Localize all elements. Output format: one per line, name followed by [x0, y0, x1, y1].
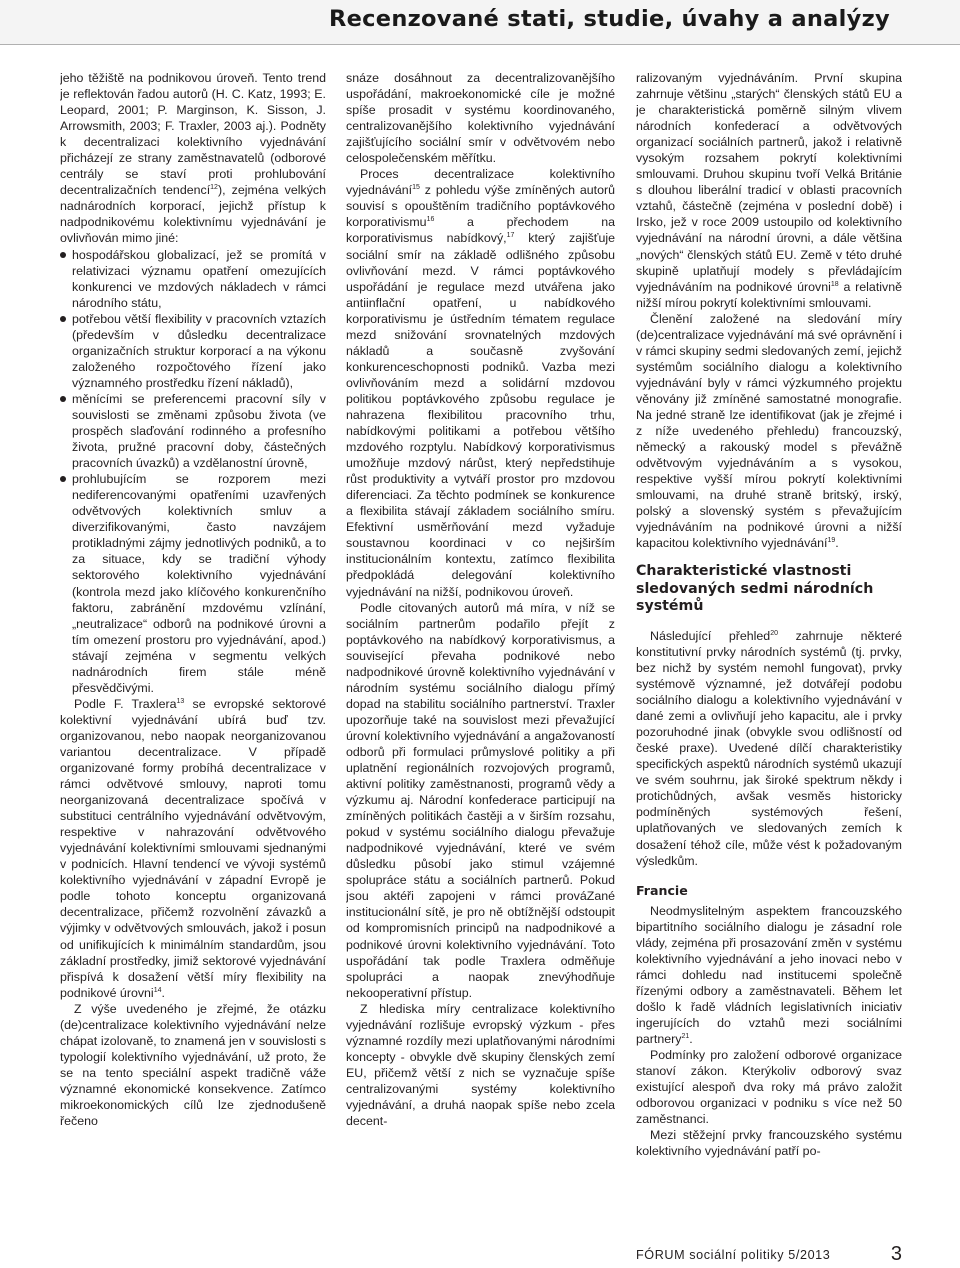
- list-item: měnícími se preferencemi pracovní síly v souvislosti se změnami způsobu života (ve prospěch slaďování rodinného a profesního života, pružné pracovní doby, částečných pracovních úvazků) a vzdělanostní úrovně,: [60, 391, 326, 471]
- paragraph: Podmínky pro založení odborové organizace stanoví zákon. Kterýkoliv odborový svaz existující alespoň dva roky má právo založit odborovou organizaci v podniku s více než 50 zaměstnanci.: [636, 1048, 902, 1127]
- column-1: [60, 70, 326, 1129]
- column-2: [346, 70, 615, 1129]
- footnote-ref: 15: [412, 184, 420, 192]
- paragraph: Proces decentralizace kolektivního vyjednávání$^{15}$ z pohledu výše zmíněných autorů souvisí s opouštěním tradičního poptávkového korporativismu$^{16}$ a přechodem na korporativismus nabídkový,$^{17}$ který zajišťuje sociální smír na základě odlišného způsobu ovlivňování mezd. V rámci poptávkového uspořádání je regulace mezd utvářena jako antiinflační opatření, u nabídkového korporativismu je ústředním tématem regulace mezd snižování srovnatelných mzdových nákladů a současně zvyšování konkurenceschopnosti podniků. Vazba mezi ovlivňováním mezd a solidární mzdovou politikou poptávkového způsobu regulace je nahrazena flexibilitou pracovního trhu, nabídkovými politikami a potřebou většího mzdového rozptylu. Nabídkový korporativismus umožňuje mzdový nárůst, který nepředstihuje růst produktivity a vytváří prostor pro mzdovou diferenciaci. Za těchto podmínek se konkurence a flexibilita stávají základem sociálního smíru. Efektivní usměrňování mezd vyžaduje soustavnou koordinaci v co nejširším institucionálním kontextu, zatímco flexibilita předpokládá delegování kolektivního vyjednávání na nižší, podnikovou úroveň.: [346, 167, 615, 599]
- paragraph: Neodmyslitelným aspektem francouzského bipartitního sociálního dialogu je zásadní role vlády, zejména při prosazování změn v systému kolektivního vyjednávání a jeho inovaci nebo v rámci dohledu nad institucemi společně řízenými odbory a zaměstnavateli. Během let došlo k řadě vládních legislativních iniciativ ingerujících do vztahů mezi sociálními partnery$^{21}$.: [636, 903, 902, 1046]
- paragraph: Z výše uvedeného je zřejmé, že otázku (de)centralizace kolektivního vyjednávání nelze chápat izolovaně, to znamená jen v souvislosti s typologií kolektivního vyjednávání, už proto, že se na tento speciální aspekt tradičně váže významné ekonomické konsekvence. Zatímco mikroekonomických cílů lze zjednodušeně řečeno: [60, 1001, 326, 1129]
- page-number: 3: [890, 1243, 902, 1265]
- footnote-ref: 18: [830, 280, 839, 288]
- paragraph: Následující přehled$^{20}$ zahrnuje některé konstitutivní prvky národních systémů (tj. prvky, bez nichž by systém nemohl fungovat), prvky systémově významné, jež dotvářejí podobu sociálního dialogu a kolektivního vyjednávání v dané zemi a ovlivňují jeho kapacitu, ale i prvky pozoruhodné jinak (obvykle svou odlišností od české praxe). Uvedené dílčí charakteristiky specifických aspektů národních systémů ukazují ve svém souhrnu, jak široké spektrum někdy i protichůdných, avšak vesměs historicky podmíněných systémových řešení, uplatňovaných ve sledovaných zemích k dosažení téhož cíle, může vést k požadovaným výsledkům.: [636, 628, 902, 868]
- bullet-icon: [60, 252, 66, 258]
- page-header: [0, 0, 960, 45]
- column-3: [636, 70, 902, 1159]
- list-item: potřebou větší flexibility v pracovních vztazích (především v důsledku decentralizace organizačních struktur korporací a na výkonu založeného rozpočtového řízení jako významného prostředku řízení nákladů),: [60, 311, 326, 391]
- footnote-ref: 14: [153, 986, 162, 994]
- list-item: hospodářskou globalizací, jež se promítá v relativizaci významu opatření omezujících konkurenci ve mzdových nákladech v rámci národního státu,: [60, 247, 326, 311]
- list-item: prohlubujícím se rozporem mezi nediferencovanými opatřeními uzavřených odvětvových kolektivních smluv a diverzifikovanými, často navzájem protikladnými zájmy jednotlivých podniků, a to za situace, kdy se tradiční výhody sektorového kolektivního vyjednávání (kontrola mezd jako klíčového konkurenčního faktoru, zabránění mzdovému vzlínání, „neutralizace“ odborů na podnikové úrovni a tím omezení prostoru pro vyjednávání, apod.) stávají zejména v segmentu velkých nadnárodních firem stále méně přesvědčivými.: [60, 471, 326, 696]
- footnote-ref: 12: [210, 184, 218, 192]
- bullet-list: [60, 247, 326, 696]
- subsection-heading: Francie: [636, 882, 688, 898]
- footnote-ref: 17: [506, 232, 515, 240]
- paragraph: snáze dosáhnout za decentralizovanějšího uspořádání, makroekonomické cíle je možné spíše prosadit v systému koordinovaného, centralizovanějšího kolektivního vyjednávání zajišťujícího sociální smír v odvětvovém nebo celospolečenském měřítku.: [346, 71, 615, 166]
- paragraph: Z hlediska míry centralizace kolektivního vyjednávání rozlišuje evropský výzkum - přes významné rozdíly mezi uplatňovanými národními koncepty - obvykle dvě skupiny členských zemí EU, přičemž větší z nich se vyznačuje spíše centralizovanými systémy kolektivního vyjednávání, a druhá naopak spíše nebo zcela decent-: [346, 1001, 615, 1129]
- footnote-ref: 21: [681, 1032, 690, 1040]
- bullet-icon: [60, 476, 66, 482]
- bullet-icon: [60, 396, 66, 402]
- footnote-ref: 20: [770, 629, 778, 637]
- footnote-ref: 16: [426, 216, 435, 224]
- paragraph: jeho těžiště na podnikovou úroveň. Tento trend je reflektován řadou autorů (H. C. Katz, 1993; E. Leopard, 2001; P. Marginson, K. Sisson, J. Arrowsmith, 2003; F. Traxler, 2003 aj.). Podněty k decentralizaci kolektivního vyjednávání přicházejí ze strany zaměstnavatelů (odborové centrály se staví proti prohlubování decentralizačních tendencí$^{12}$), zejména velkých nadnárodních korporací, jejichž přístup k nadpodnikovému kolektivnímu vyjednávání je ovlivňován mimo jiné:: [60, 71, 326, 246]
- footnote-ref: 13: [176, 697, 185, 705]
- paragraph: Mezi stěžejní prvky francouzského systému kolektivního vyjednávání patří po-: [636, 1128, 902, 1159]
- paragraph: Členění založené na sledování míry (de)centralizace vyjednávání má své oprávnění i v rámci skupiny sedmi sledovaných zemí, jejichž systémům sociálního dialogu a kolektivního vyjednávání byly v rámci výzkumného projektu věnovány již zmíněné samostatné monografie. Na jedné straně lze identifikovat (jak je zřejmé i z níže uvedeného přehledu) francouzský, německý a rakouský model s převážně odvětvovým vyjednáváním a s vysokou, respektive vyšší mírou pokrytí kolektivními smlouvami, na druhé straně britský, irský, polský a slovenský systém s převažujícím vyjednáváním na podnikové úrovni a nižší kapacitou kolektivního vyjednávání$^{19}$.: [636, 311, 902, 551]
- paragraph: ralizovaným vyjednáváním. První skupina zahrnuje většinu „starých“ členských států EU a je charakteristická poměrně silným vlivem národních konfederací a odvětvových organizací sociálních partnerů, jakož i relativně vysokým rozsahem pokrytí kolektivními smlouvami. Druhou skupinu tvoří Velká Británie s dlouhou liberální tradicí v oblasti pracovních vztahů, částečně (zejména v poslední době) i Irsko, jež v roce 2009 ustoupilo od kolektivního vyjednávání na národní úrovni, a dále většina „nových“ členských států EU. Země v této druhé skupině uplatňují modely s převládajícím vyjednáváním na podnikové úrovni$^{18}$ a relativně nižší mírou pokrytí kolektivními smlouvami.: [636, 71, 902, 310]
- bullet-icon: [60, 316, 66, 322]
- footnote-ref: 19: [827, 537, 836, 545]
- section-heading: Charakteristické vlastnosti sledovaných sedmi národních systémů: [636, 563, 874, 615]
- page-footer: [636, 1244, 902, 1268]
- journal-label: FÓRUM sociální politiky 5/2013: [636, 1248, 831, 1262]
- paragraph: Podle citovaných autorů má míra, v níž se sociálním partnerům podařilo přejít z poptávkového na nabídkový korporativismus, a související převaha podnikové nebo nadpodnikové úrovně kolektivního vyjednávání v národním systému sociálního dialogu přímý dopad na stabilitu sociálního partnerství. Traxler upozorňuje také na souvislost mezi převažující úrovní kolektivního vyjednávání a angažovaností odborů při formulaci průmyslové politiky a při uplatnění regionálních rozvojových programů, aktivní politiky zaměstnanosti, programů vědy a výzkumu aj. Národní konfederace participují na zmíněných politikách častěji a v širším rozsahu, pokud v systému sociálního dialogu převažuje nadpodnikové vyjednávání, které ve svém důsledku působí jako stimul vzájemné spolupráce státu a sociálních partnerů. Pokud jsou aktéři zapojeni v rámci prováZané institucionální sítě, je pro ně obtížnější odstoupit od kompromisních principů na nadpodnikové a podnikové úrovni kolektivního vyjednávání. Toto uspořádání tak podle Traxlera odměňuje spolupráci a naopak znevýhodňuje nekooperativní přístup.: [346, 600, 615, 1000]
- paragraph: Podle F. Traxlera$^{13}$ se evropské sektorové kolektivní vyjednávání ubírá buď tzv. organizovanou, nebo naopak neorganizovanou variantou decentralizace. V případě organizované formy probíhá decentralizace v rámci odvětvové smlouvy, naproti tomu neorganizovaná decentralizace spočívá v substituci centrálního vyjednávání odvětvovým, respektive v nahrazování odvětvového vyjednávání kolektivními smlouvami sjednanými v podnicích. Hlavní tendencí ve vývoji systémů kolektivního vyjednávání v západní Evropě je podle tohoto konceptu organizovaná decentralizace, přičemž rozvolnění závazků a výjimky v odvětvových smlouvách, jakož i posun od unifikujících k minimálním standardům, jsou základní prostředky, jimiž sektorové vyjednávání přispívá k dosažení větší míry flexibility na podnikové úrovni$^{14}$.: [60, 696, 326, 1000]
- section-title: Recenzované stati, studie, úvahy a analýzy: [328, 6, 890, 32]
